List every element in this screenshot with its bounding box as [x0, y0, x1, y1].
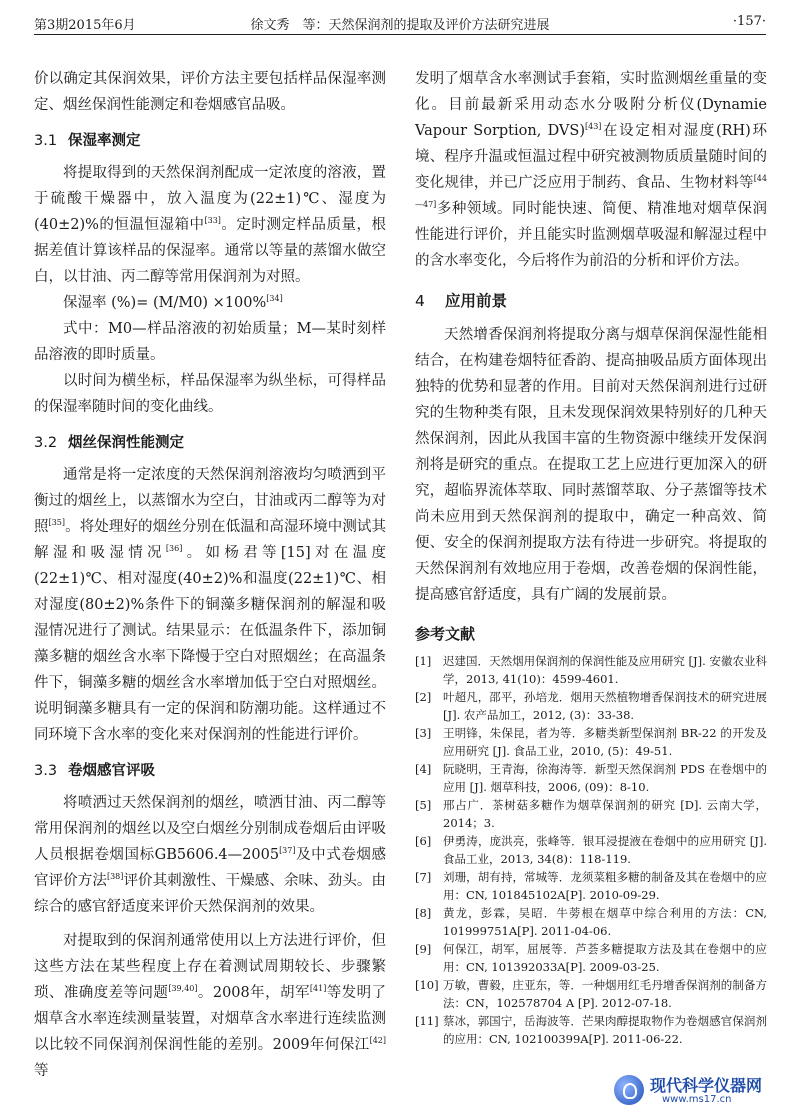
- text-run: 。将处理好的烟丝分别在低温和高湿环境中测试其解湿和吸湿情况: [34, 519, 387, 561]
- reference-number: [9]: [415, 942, 432, 956]
- reference-number: [1]: [415, 654, 432, 668]
- watermark-logo-icon: [614, 1075, 644, 1105]
- references-heading: 参考文献: [415, 625, 476, 643]
- paragraph: [34, 790, 386, 920]
- reference-text: 邢占广．茶树菇多糖作为烟草保润剂的研究 [D]. 云南大学，2014；3.: [443, 798, 767, 830]
- section-heading-3-2: 3.2 烟丝保润性能测定: [34, 435, 184, 451]
- citation: [34]: [266, 294, 283, 303]
- section-heading-3-3: 3.3 卷烟感官评吸: [34, 763, 155, 779]
- reference-item: [415, 688, 767, 724]
- text-run: 。如杨君等[15]对在温度(22±1)℃、相对湿度(40±2)%和温度(22±1)℃、相对湿度(80±2)%条件下的铜藻多糖保润剂的解湿和吸湿情况进行了测试。结果显示：在低温条件下，添加铜藻多糖的烟丝含水率下降慢于空白对照烟丝；在高温条件下，铜藻多糖的烟丝含水率增加低于空白对照烟丝。说明铜藻多糖具有一定的保润和防潮功能。这样通过不同环境下含水率的变化来对保润剂的性能进行评价。: [34, 545, 387, 743]
- paragraph: [415, 66, 767, 274]
- reference-text: 万敏，曹毅，庄亚东，等．一种烟用红毛丹增香保润剂的制备方法：CN，102578704 A [P]. 2012-07-18.: [443, 978, 767, 1010]
- left-column: [34, 66, 386, 1084]
- reference-item: [415, 796, 767, 832]
- text-run: 保湿率 (%)= (M/M0) ×100%: [63, 295, 267, 311]
- reference-text: 叶超凡，邵平，孙培龙．烟用天然植物增香保润技术的研究进展 [J]. 农产品加工，2012, (3)：33-38.: [443, 690, 767, 722]
- citation: [44—47]: [415, 174, 767, 209]
- reference-item: [415, 724, 767, 760]
- reference-item: [415, 904, 767, 940]
- references-list: [415, 652, 767, 1048]
- reference-number: [2]: [415, 690, 432, 704]
- text-run: 通常是将一定浓度的天然保润剂溶液均匀喷洒到平衡过的烟丝上，以蒸馏水为空白，甘油或丙二醇等为对照: [34, 467, 386, 535]
- text-run: 及中式卷烟感官评价方法: [34, 847, 386, 889]
- text-run: 将喷洒过天然保润剂的烟丝，喷洒甘油、丙二醇等常用保润剂的烟丝以及空白烟丝分别制成卷烟后由评吸人员根据卷烟国标GB5606.4—2005: [34, 795, 386, 863]
- reference-item: [415, 940, 767, 976]
- text-run: 等发明了烟草含水率连续测量装置，对烟草含水率进行连续监测以比较不同保润剂保润性能的差别。2009年何保江: [34, 985, 387, 1053]
- reference-number: [5]: [415, 798, 432, 812]
- paragraph: 价以确定其保润效果，评价方法主要包括样品保湿率测定、烟丝保润性能测定和卷烟感官品吸。: [34, 71, 386, 113]
- reference-number: [11]: [415, 1014, 439, 1028]
- text-run: 。2008年，胡军: [197, 985, 310, 1001]
- reference-number: [6]: [415, 834, 432, 848]
- reference-item: [415, 652, 767, 688]
- site-watermark: [614, 1073, 792, 1109]
- watermark-name: 现代科学仪器网: [650, 1076, 763, 1095]
- paragraph: 以时间为横坐标，样品保湿率为纵坐标，可得样品的保湿率随时间的变化曲线。: [34, 373, 386, 415]
- reference-text: 王明锋，朱保昆，者为等．多糖类新型保润剂 BR-22 的开发及应用研究 [J]. 食品工业，2010, (5)：49-51.: [443, 726, 767, 758]
- reference-text: 黄龙，彭霖，吴昭．牛蒡根在烟草中综合利用的方法：CN, 101999751A[P]. 2011-04-06.: [443, 906, 767, 938]
- citation: [41]: [309, 984, 327, 993]
- paragraph: 天然增香保润剂将提取分离与烟草保润保湿性能相结合，在构建卷烟特征香韵、提高抽吸品质方面体现出独特的优势和显著的作用。目前对天然保润剂进行过研究的生物种类有限，且未发现保润效果特别好的几种天然保润剂，因此从我国丰富的生物资源中继续开发保润剂将是研究的重点。在提取工艺上应进行更加深入的研究，超临界流体萃取、同时蒸馏萃取、分子蒸馏等技术尚未应用到天然保润剂的提取中，确定一种高效、简便、安全的保润剂提取方法有待进一步研究。将提取的天然保润剂有效地应用于卷烟，改善卷烟的保润性能，提高感官舒适度，具有广阔的发展前景。: [415, 327, 767, 603]
- right-column: [415, 66, 767, 1048]
- reference-text: 伊勇涛，庞洪亮，张峰等．银耳浸提液在卷烟中的应用研究 [J]. 食品工业，2013, 34(8)：118-119.: [443, 834, 767, 866]
- paragraph: [34, 160, 386, 290]
- citation: [36]: [165, 544, 183, 553]
- citation: [35]: [48, 518, 66, 527]
- paragraph: [34, 928, 386, 1084]
- watermark-url: www.ms17.cn: [662, 1094, 732, 1105]
- text-run: 对提取到的保润剂通常使用以上方法进行评价，但这些方法在某些程度上存在着测试周期较长、步骤繁琐、准确度差等问题: [34, 933, 386, 1001]
- reference-text: 蔡冰，郭国宁，岳海波等．芒果肉醇提取物作为卷烟感官保润剂的应用：CN, 102100399A[P]. 2011-06-22.: [443, 1014, 767, 1046]
- citation: [38]: [106, 872, 124, 881]
- citation: [43]: [585, 122, 602, 131]
- reference-text: 刘珊，胡有持，常城等．龙须菜粗多糖的制备及其在卷烟中的应用：CN, 101845102A[P]. 2010-09-29.: [443, 870, 767, 902]
- reference-number: [4]: [415, 762, 432, 776]
- citation: [33]: [204, 216, 221, 225]
- text-run: 在设定相对湿度(RH)环境、程序升温或恒温过程中研究被测物质质量随时间的变化规律，并已广泛应用于制药、食品、生物材料等: [415, 123, 767, 191]
- section-heading-4: 4 应用前景: [415, 292, 508, 310]
- reference-text: 迟建国．天然烟用保润剂的保润性能及应用研究 [J]. 安徽农业科学，2013, 41(10)：4599-4601.: [443, 654, 767, 686]
- paragraph: [34, 462, 386, 748]
- reference-item: [415, 976, 767, 1012]
- reference-text: 阮晓明，王青海，徐海涛等．新型天然保润剂 PDS 在卷烟中的应用 [J]. 烟草科技，2006, (09)：8-10.: [443, 762, 767, 794]
- reference-item: [415, 760, 767, 796]
- reference-number: [7]: [415, 870, 432, 884]
- citation: [39,40]: [168, 984, 198, 993]
- reference-item: [415, 832, 767, 868]
- page-number: ·157·: [732, 14, 766, 29]
- text-run: 评价其刺激性、干燥感、余味、劲头。由综合的感官舒适度来评价天然保润剂的效果。: [34, 873, 386, 915]
- reference-number: [3]: [415, 726, 432, 740]
- text-run: 将提取得到的天然保润剂配成一定浓度的溶液，置于硫酸干燥器中，放入温度为(22±1)℃、湿度为(40±2)%的恒温恒湿箱中: [34, 165, 386, 233]
- citation: [42]: [369, 1036, 386, 1045]
- formula: [34, 290, 386, 316]
- reference-item: [415, 868, 767, 904]
- reference-number: [8]: [415, 906, 432, 920]
- citation: [37]: [279, 846, 296, 855]
- reference-item: [415, 1012, 767, 1048]
- running-title: 徐文秀 等：天然保润剂的提取及评价方法研究进展: [250, 18, 550, 33]
- text-run: 发明了烟草含水率测试手套箱，实时监测烟丝重量的变化。目前最新采用动态水分吸附分析仪(Dynamie Vapour Sorption, DVS): [415, 71, 767, 139]
- paragraph: 式中：M0—样品溶液的初始质量；M—某时刻样品溶液的即时质量。: [34, 321, 386, 363]
- reference-text: 何保江，胡军，屈展等．芦荟多糖提取方法及其在卷烟中的应用：CN, 101392033A[P]. 2009-03-25.: [443, 942, 767, 974]
- text-run: 。定时测定样品质量，根据差值计算该样品的保湿率。通常以等量的蒸馏水做空白，以甘油、丙二醇等常用保润剂为对照。: [34, 217, 386, 285]
- running-header: [34, 10, 766, 35]
- issue-info: 第3期2015年6月: [34, 18, 136, 33]
- text-run: 等: [34, 1063, 49, 1079]
- reference-number: [10]: [415, 978, 439, 992]
- section-heading-3-1: 3.1 保湿率测定: [34, 133, 141, 149]
- text-run: 多种领域。同时能快速、简便、精准地对烟草保润性能进行评价，并且能实时监测烟草吸湿和解湿过程中的含水率变化，今后将作为前沿的分析和评价方法。: [415, 201, 767, 269]
